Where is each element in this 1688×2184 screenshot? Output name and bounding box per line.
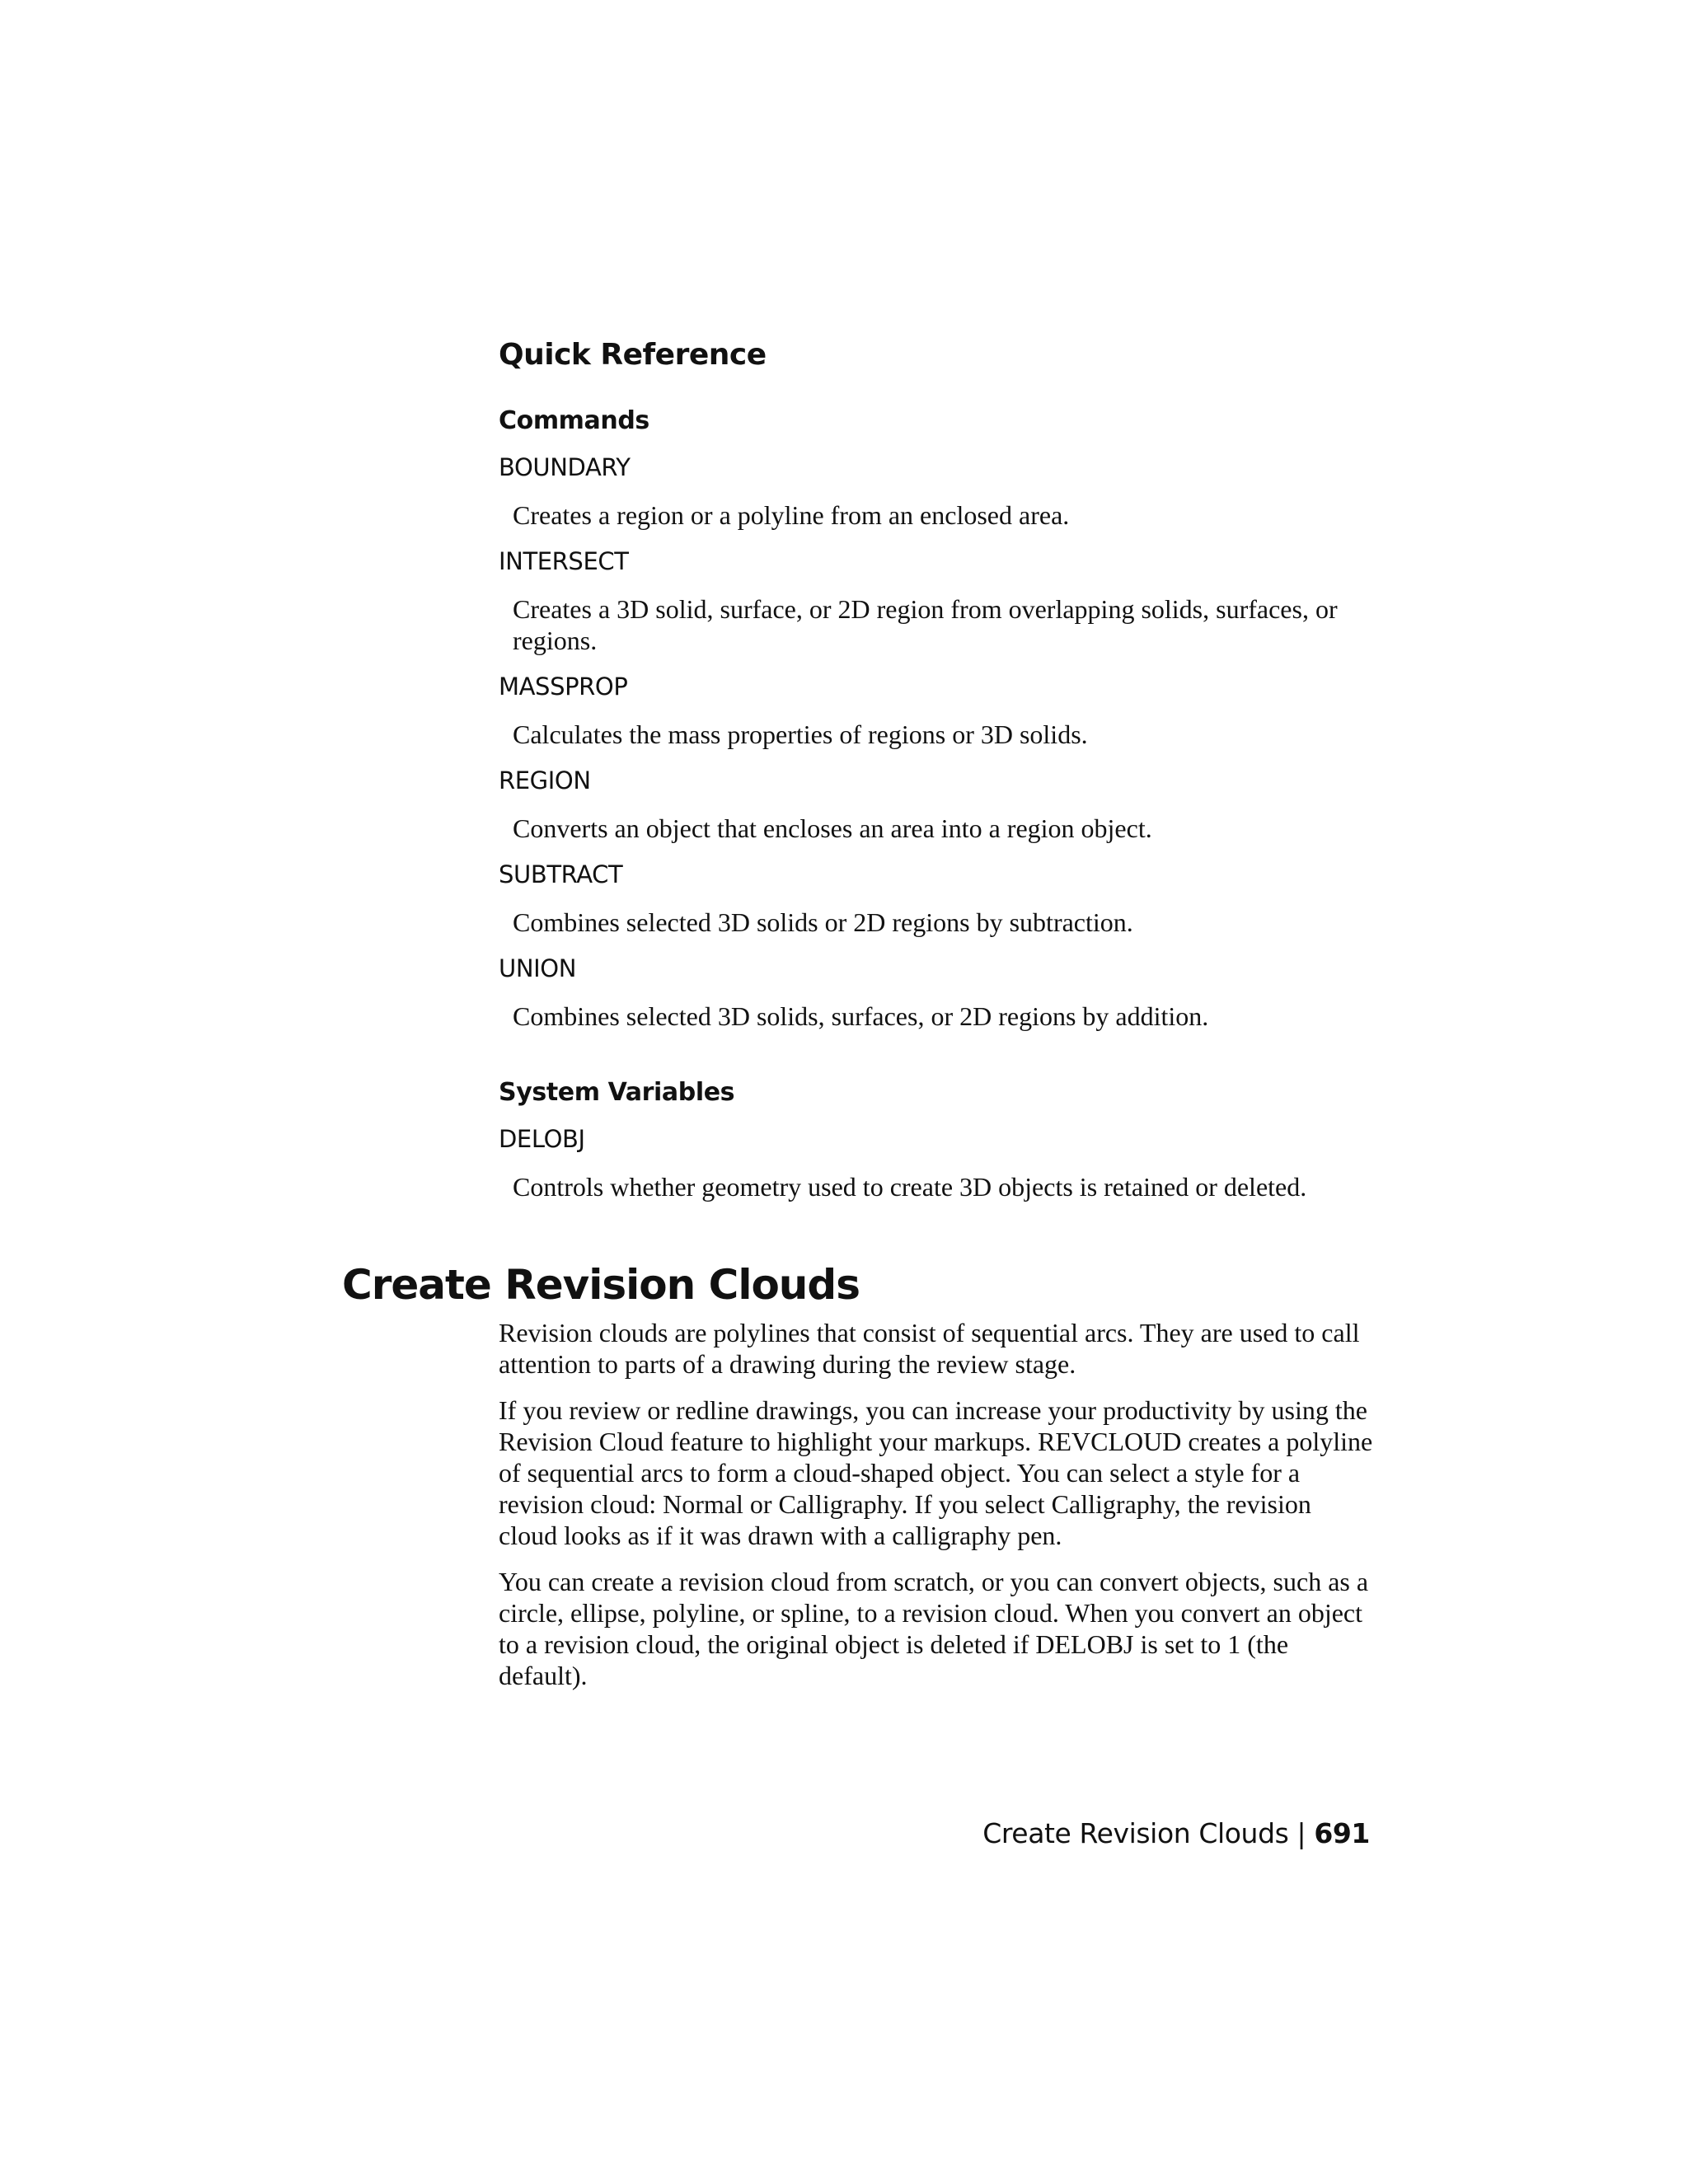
- section-body: [499, 1317, 1374, 1706]
- section-title: Create Revision Clouds: [342, 1261, 860, 1309]
- command-entry: [499, 453, 1372, 531]
- body-paragraph: Revision clouds are polylines that consist of sequential arcs. They are used to call attention to parts of a drawing during the review stage.: [499, 1318, 1360, 1379]
- command-description: Converts an object that encloses an area into a region object.: [513, 813, 1152, 843]
- system-variables-group: [499, 1078, 1372, 1202]
- command-entry: [499, 673, 1372, 750]
- system-variables-heading: System Variables: [499, 1078, 735, 1107]
- commands-heading: Commands: [499, 406, 649, 435]
- quick-reference-title: Quick Reference: [499, 338, 767, 372]
- command-name: MASSPROP: [499, 673, 628, 701]
- running-title: Create Revision Clouds: [982, 1817, 1289, 1849]
- command-name: UNION: [499, 954, 576, 982]
- system-variable-entry: [499, 1125, 1372, 1202]
- command-description: Creates a region or a polyline from an enclosed area.: [513, 500, 1070, 530]
- command-name: REGION: [499, 766, 591, 794]
- group-spacer: [499, 1048, 1372, 1078]
- commands-group: [499, 406, 1372, 1032]
- command-description: Creates a 3D solid, surface, or 2D region from overlapping solids, surfaces, or regions.: [513, 594, 1338, 655]
- page-footer: [982, 1817, 1370, 1849]
- page-number: 691: [1314, 1817, 1370, 1849]
- command-description: Combines selected 3D solids or 2D regions by subtraction.: [513, 907, 1133, 937]
- system-variable-name: DELOBJ: [499, 1125, 585, 1153]
- quick-reference: [499, 338, 1372, 1219]
- command-description: Calculates the mass properties of regions or 3D solids.: [513, 719, 1088, 749]
- command-entry: [499, 766, 1372, 844]
- command-name: INTERSECT: [499, 547, 629, 575]
- command-name: BOUNDARY: [499, 453, 631, 481]
- body-paragraph: If you review or redline drawings, you can increase your productivity by using the Revision Cloud feature to highlight your markups. REVCLOUD creates a polyline of sequential arcs to form a cloud-shaped object. You can select a style for a revision cloud: Normal or Calligraphy. If you select Calligraphy, the revision cloud looks as if it was drawn with a calligraphy pen.: [499, 1395, 1373, 1550]
- body-paragraph: You can create a revision cloud from scratch, or you can convert objects, such as a circle, ellipse, polyline, or spline, to a revision cloud. When you convert an object to a revision cloud, the original object is deleted if DELOBJ is set to 1 (the default).: [499, 1567, 1369, 1690]
- system-variable-description: Controls whether geometry used to create 3D objects is retained or deleted.: [513, 1172, 1307, 1202]
- command-entry: [499, 954, 1372, 1032]
- footer-separator: |: [1296, 1817, 1306, 1849]
- command-entry: [499, 860, 1372, 938]
- command-name: SUBTRACT: [499, 860, 623, 888]
- command-description: Combines selected 3D solids, surfaces, or 2D regions by addition.: [513, 1001, 1209, 1031]
- command-entry: [499, 547, 1372, 656]
